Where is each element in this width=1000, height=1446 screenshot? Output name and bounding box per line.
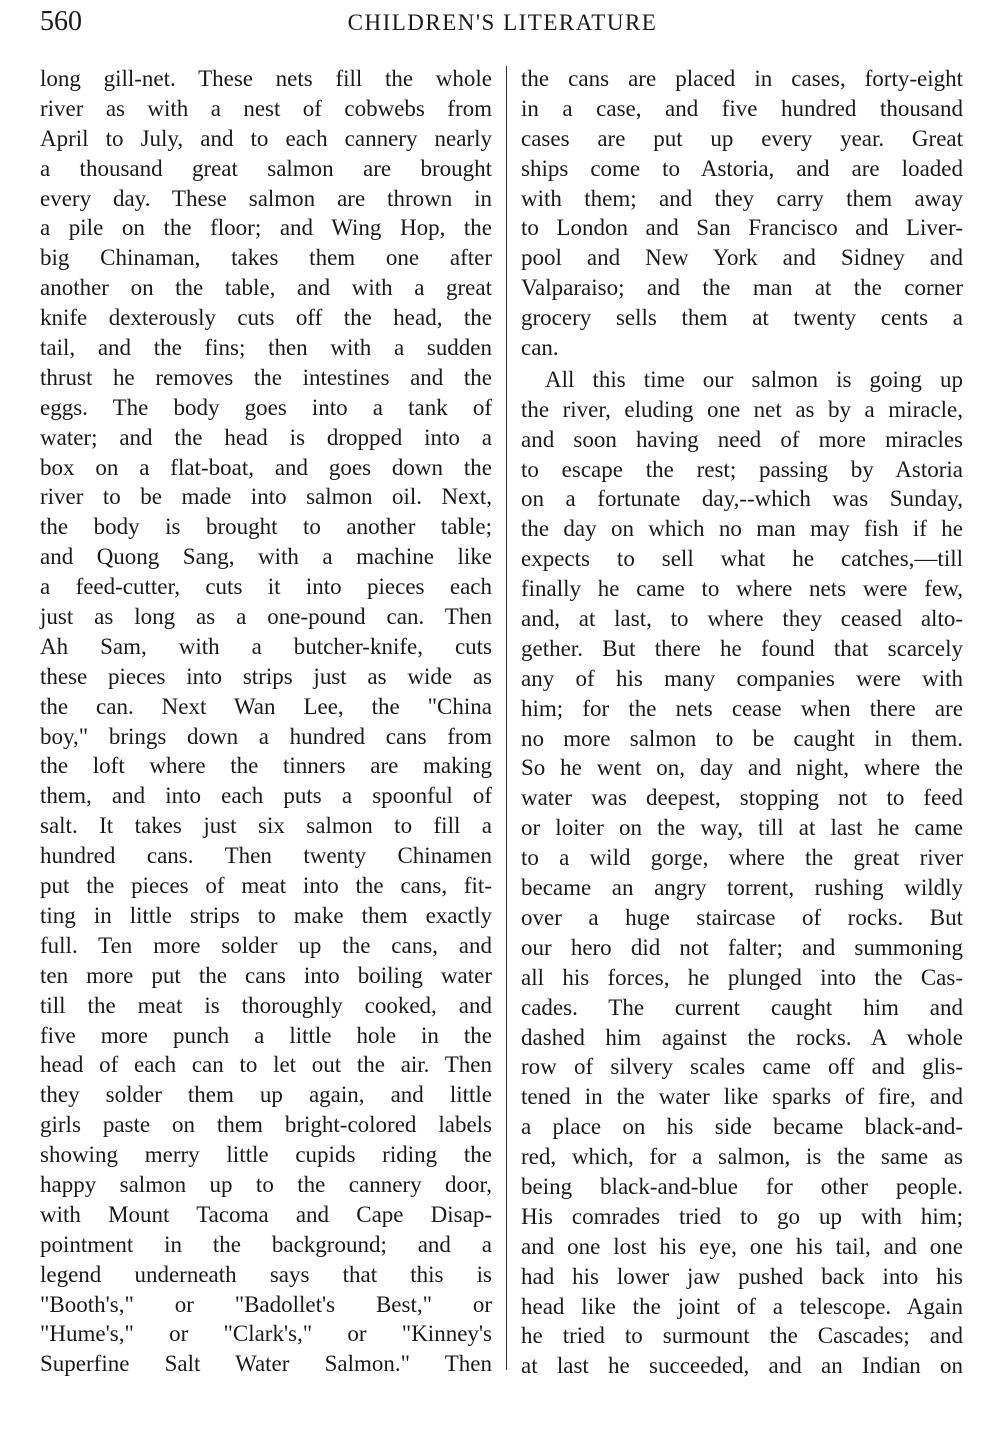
left-column xyxy=(40,64,492,1379)
text-line: row of silvery scales came off and glis- xyxy=(521,1054,963,1080)
text-line: long gill-net. These nets fill the whole xyxy=(40,66,492,91)
text-line: All this time our salmon is going up xyxy=(545,366,963,392)
text-line: expects to sell what he catches,—till xyxy=(521,546,963,572)
text-line: had his lower jaw pushed back into his xyxy=(521,1263,963,1289)
page-header xyxy=(40,6,965,42)
text-line: happy salmon up to the cannery door, xyxy=(40,1171,492,1197)
text-line: thrust he removes the intestines and the xyxy=(40,364,492,390)
text-line: pointment in the background; and a xyxy=(40,1231,492,1257)
paragraph xyxy=(521,64,963,363)
text-line: tail, and the fins; then with a sudden xyxy=(40,335,492,361)
text-line: a feed-cutter, cuts it into pieces each xyxy=(40,574,492,600)
text-line: river as with a nest of cobwebs from xyxy=(40,95,492,121)
text-line: knife dexterously cuts off the head, the xyxy=(40,305,492,331)
text-line: head of each can to let out the air. Then xyxy=(40,1052,492,1078)
text-line: and, at last, to where they ceased alto- xyxy=(521,606,963,632)
text-line: being black-and-blue for other people. xyxy=(521,1173,963,1199)
text-line: with Mount Tacoma and Cape Disap- xyxy=(40,1201,492,1227)
text-line: finally he came to where nets were few, xyxy=(521,576,963,602)
page-number: 560 xyxy=(40,6,82,37)
text-line: just as long as a one-pound can. Then xyxy=(40,604,492,630)
text-line: and Quong Sang, with a machine like xyxy=(40,544,492,570)
text-line: pool and New York and Sidney and xyxy=(521,245,963,271)
text-line: His comrades tried to go up with him; xyxy=(521,1203,963,1229)
text-line: legend underneath says that this is xyxy=(40,1261,492,1287)
text-line: head like the joint of a telescope. Again xyxy=(521,1293,963,1319)
text-line: on a fortunate day,--which was Sunday, xyxy=(521,486,963,512)
text-line: cases are put up every year. Great xyxy=(521,125,963,151)
text-line: the day on which no man may fish if he xyxy=(521,516,963,542)
text-line: they solder them up again, and little xyxy=(40,1082,492,1108)
text-line: water was deepest, stopping not to feed xyxy=(521,785,963,811)
text-line: he tried to surmount the Cascades; and xyxy=(521,1323,963,1349)
text-line: them, and into each puts a spoonful of xyxy=(40,783,492,809)
text-line: tened in the water like sparks of fire, and xyxy=(521,1084,963,1110)
text-line: or loiter on the way, till at last he came xyxy=(521,815,963,841)
text-line: box on a flat-boat, and goes down the xyxy=(40,454,492,480)
text-line: "Booth's," or "Badollet's Best," or xyxy=(40,1291,492,1317)
text-line: eggs. The body goes into a tank of xyxy=(40,394,492,420)
text-line: and soon having need of more miracles xyxy=(521,426,963,452)
text-line: ten more put the cans into boiling water xyxy=(40,962,492,988)
text-line: "Hume's," or "Clark's," or "Kinney's xyxy=(40,1321,492,1347)
text-line: to a wild gorge, where the great river xyxy=(521,845,963,871)
text-line: cades. The current caught him and xyxy=(521,994,963,1020)
text-line: five more punch a little hole in the xyxy=(40,1022,492,1048)
text-line: the can. Next Wan Lee, the "China xyxy=(40,693,492,719)
text-line: gether. But there he found that scarcely xyxy=(521,635,963,661)
text-line: the body is brought to another table; xyxy=(40,514,492,540)
text-line: full. Ten more solder up the cans, and xyxy=(40,932,492,958)
text-line: boy," brings down a hundred cans from xyxy=(40,723,492,749)
text-line: ting in little strips to make them exactly xyxy=(40,902,492,928)
text-line: big Chinaman, takes them one after xyxy=(40,245,492,271)
text-line: a thousand great salmon are brought xyxy=(40,155,492,181)
text-line: and one lost his eye, one his tail, and one xyxy=(521,1233,963,1259)
text-line: at last he succeeded, and an Indian on xyxy=(521,1353,963,1379)
text-line: showing merry little cupids riding the xyxy=(40,1142,492,1168)
text-line: these pieces into strips just as wide as xyxy=(40,663,492,689)
text-line: red, which, for a salmon, is the same as xyxy=(521,1144,963,1170)
text-line: put the pieces of meat into the cans, fit- xyxy=(40,873,492,899)
text-line: can. xyxy=(521,335,559,361)
text-line: another on the table, and with a great xyxy=(40,275,492,301)
text-line: water; and the head is dropped into a xyxy=(40,424,492,450)
text-line: over a huge staircase of rocks. But xyxy=(521,904,963,930)
text-line: Valparaiso; and the man at the corner xyxy=(521,275,963,301)
text-line: the cans are placed in cases, forty-eight xyxy=(521,66,963,91)
text-line: no more salmon to be caught in them. xyxy=(521,725,963,751)
column-divider xyxy=(506,66,507,1370)
text-line: to escape the rest; passing by Astoria xyxy=(521,456,963,482)
text-line: Ah Sam, with a butcher-knife, cuts xyxy=(40,633,492,659)
text-line: river to be made into salmon oil. Next, xyxy=(40,484,492,510)
text-line: salt. It takes just six salmon to fill a xyxy=(40,813,492,839)
text-line: the river, eluding one net as by a miracle, xyxy=(521,396,963,422)
text-line: with them; and they carry them away xyxy=(521,185,963,211)
text-line: the loft where the tinners are making xyxy=(40,753,492,779)
text-line: girls paste on them bright-colored labels xyxy=(40,1112,492,1138)
running-head: CHILDREN'S LITERATURE xyxy=(347,10,658,35)
text-line: a place on his side became black-and- xyxy=(521,1114,963,1140)
text-line: dashed him against the rocks. A whole xyxy=(521,1024,963,1050)
text-line: every day. These salmon are thrown in xyxy=(40,185,492,211)
text-line: a pile on the floor; and Wing Hop, the xyxy=(40,215,492,241)
text-line: grocery sells them at twenty cents a xyxy=(521,305,963,331)
text-line: him; for the nets cease when there are xyxy=(521,695,963,721)
text-line: in a case, and five hundred thousand xyxy=(521,95,963,121)
text-line: till the meat is thoroughly cooked, and xyxy=(40,992,492,1018)
text-line: Superfine Salt Water Salmon." Then xyxy=(40,1351,492,1377)
text-line: to London and San Francisco and Liver- xyxy=(521,215,963,241)
paragraph xyxy=(521,365,963,1381)
text-line: became an angry torrent, rushing wildly xyxy=(521,875,963,901)
right-column xyxy=(521,64,963,1381)
text-line: April to July, and to each cannery nearly xyxy=(40,125,492,151)
text-line: ships come to Astoria, and are loaded xyxy=(521,155,963,181)
text-line: So he went on, day and night, where the xyxy=(521,755,963,781)
text-line: our hero did not falter; and summoning xyxy=(521,934,963,960)
text-line: any of his many companies were with xyxy=(521,665,963,691)
text-line: all his forces, he plunged into the Cas- xyxy=(521,964,963,990)
text-line: hundred cans. Then twenty Chinamen xyxy=(40,843,492,869)
